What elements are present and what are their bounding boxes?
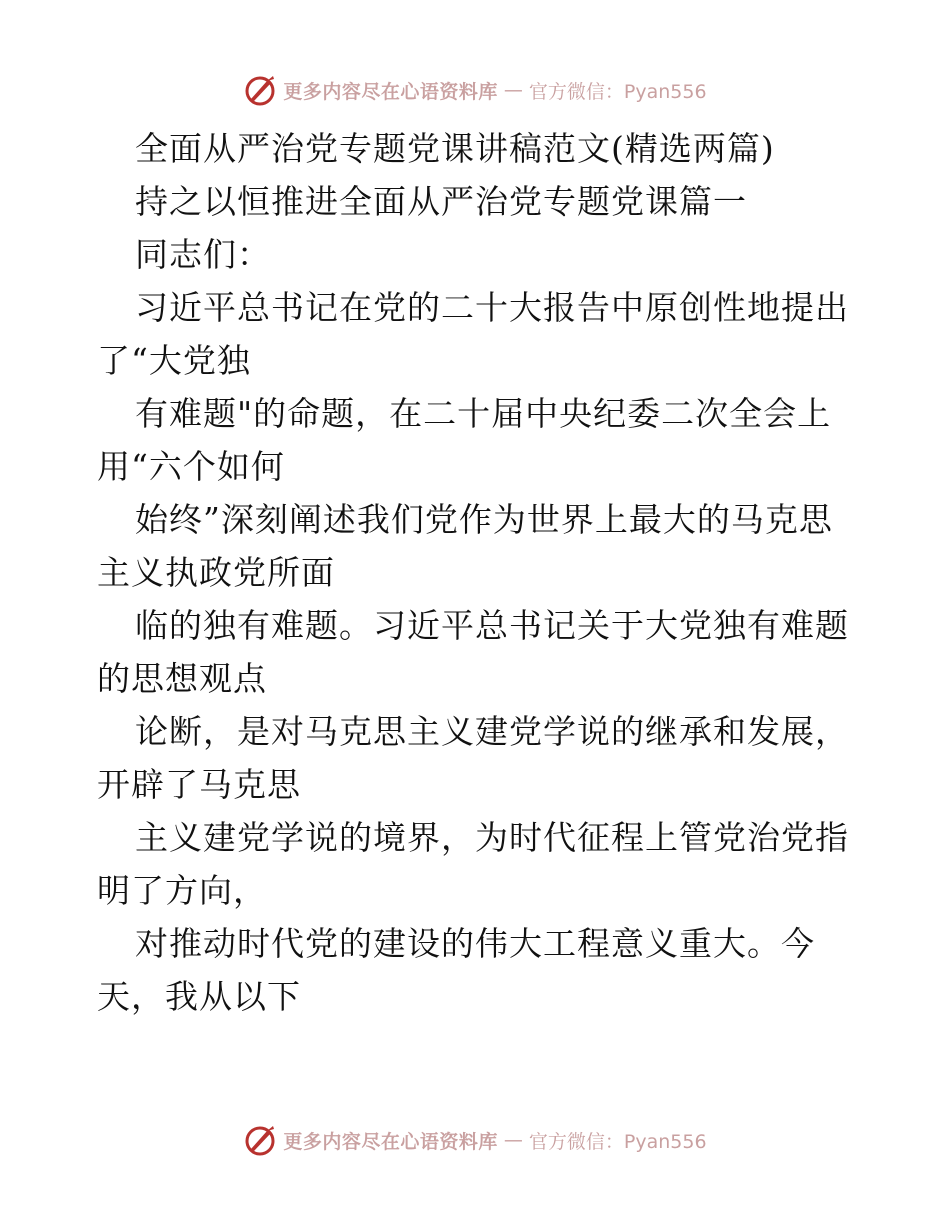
watermark-separator: — [503, 79, 523, 101]
paragraph-line: 临的独有难题。习近平总书记关于大党独有难题 [135, 606, 849, 645]
quill-pen-logo-icon [243, 1123, 277, 1157]
document-title: 全面从严治党专题党课讲稿范文(精选两篇) [135, 129, 775, 168]
quill-pen-logo-icon [243, 73, 277, 107]
paragraph-line: 对推动时代党的建设的伟大工程意义重大。今 [135, 924, 815, 963]
watermark-separator: — [503, 1129, 523, 1151]
paragraph-line: 的思想观点 [97, 659, 267, 698]
paragraph-line: 习近平总书记在党的二十大报告中原创性地提出 [135, 288, 849, 327]
header-watermark [0, 70, 950, 110]
paragraph-line: 主义执政党所面 [97, 553, 335, 592]
paragraph-line: 了“大党独 [97, 341, 251, 380]
document-body [97, 122, 857, 1023]
paragraph-line: 明了方向， [97, 871, 267, 910]
salutation: 同志们： [135, 235, 271, 274]
paragraph-line: 天，我从以下 [97, 977, 301, 1016]
paragraph-line: 主义建党学说的境界，为时代征程上管党治党指 [135, 818, 849, 857]
footer-watermark [0, 1120, 950, 1160]
watermark-site-text: 更多内容尽在心语资料库 [283, 1130, 498, 1153]
section-heading: 持之以恒推进全面从严治党专题党课篇一 [135, 182, 747, 221]
paragraph-line: 用“六个如何 [97, 447, 285, 486]
watermark-wechat-text: 官方微信：Pyan556 [528, 1130, 707, 1153]
paragraph-line: 开辟了马克思 [97, 765, 301, 804]
paragraph-line: 有难题"的命题，在二十届中央纪委二次全会上 [135, 394, 832, 433]
watermark-site-text: 更多内容尽在心语资料库 [283, 80, 498, 103]
paragraph-line: 始终”深刻阐述我们党作为世界上最大的马克思 [135, 500, 833, 539]
paragraph-line: 论断，是对马克思主义建党学说的继承和发展， [135, 712, 849, 751]
watermark-wechat-text: 官方微信：Pyan556 [528, 80, 707, 103]
